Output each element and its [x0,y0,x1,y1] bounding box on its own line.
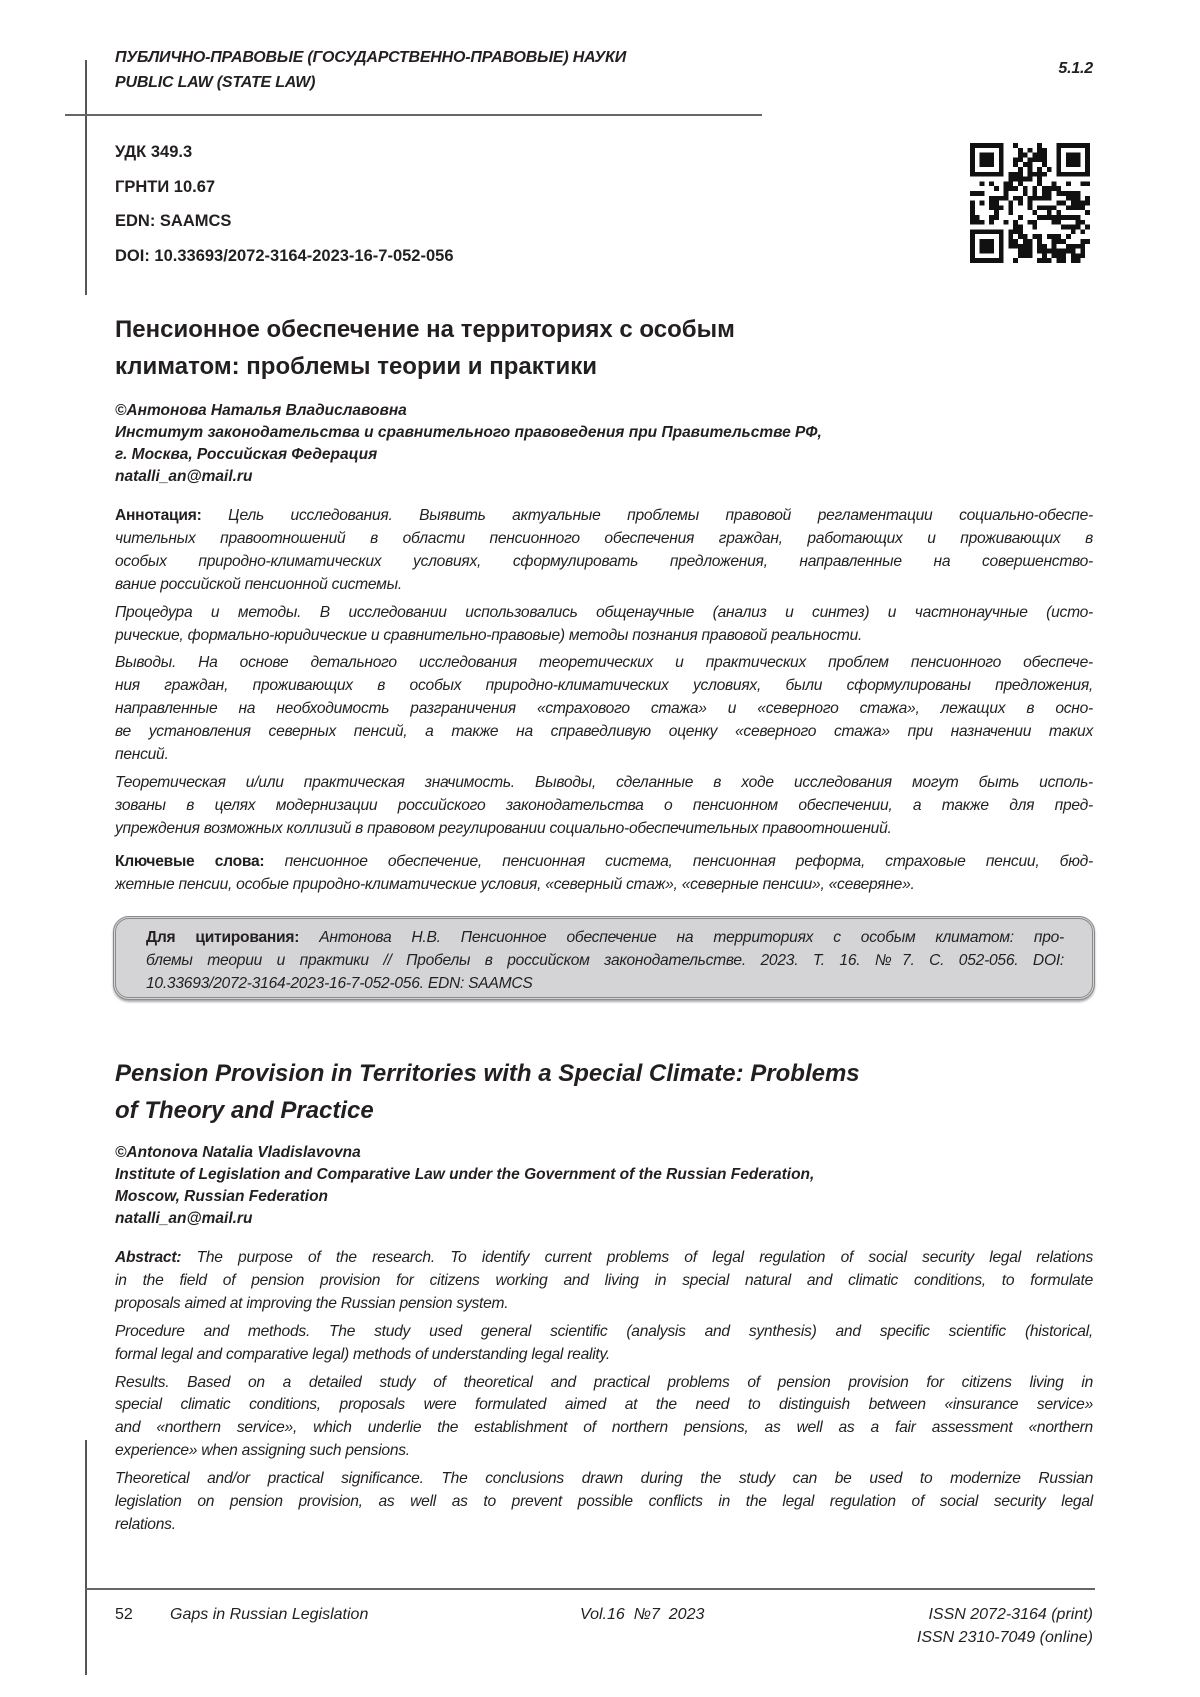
grnti: ГРНТИ 10.67 [115,178,216,196]
annotation-purpose: Аннотация: Цель исследования. Выявить актуальные проблемы правовой регламентации социально-обеспе- чительных правоотношений в области пенсионного обеспечения граждан, работающих и проживающих в особых природно-климатических условиях, сформулировать предложения, направленные на совершенство- вание российской пенсионной системы. [115,507,1093,593]
article-title-en [115,1055,860,1129]
author-block-en [115,1142,814,1230]
udk: УДК 349.3 [115,143,193,161]
article-title-ru [115,311,915,385]
author-name: ©Антонова Наталья Владиславовна [115,402,407,419]
author-block-ru [115,400,822,488]
abstract-results: Results. Based on a detailed study of theoretical and practical problems of pension provision for citizens living in special climatic conditions, proposals were formulated aimed at the need to distinguish between «insurance service» and «northern service», which underlie the establishment of northern pensions, as well as a fair assessment «northern experience» when assigning such pensions. [115,1373,1093,1460]
abstract-methods: Procedure and methods. The study used general scientific (analysis and synthesis) and specific scientific (historical, formal legal and comparative legal) methods of understanding legal reality. [115,1322,1093,1363]
abstract-purpose: Abstract: The purpose of the research. To identify current problems of legal regulation of social security legal relations in the field of pension provision for citizens working and living in special natural and climatic conditions, to formulate proposals aimed at improving the Russian pension system. [115,1249,1093,1312]
annotation-label: Аннотация: [115,507,202,524]
header-horizontal-rule [65,114,762,116]
issn-print: ISSN 2072-3164 (print) [928,1606,1093,1623]
annotation-methods: Процедура и методы. В исследовании использовались общенаучные (анализ и синтез) и частнонаучные (исто- рические, формально-юридические и сравнительно-правовые) методы познания правовой реальности. [115,603,1093,644]
title-line: Pension Provision in Territories with a Special Climate: Problems [115,1060,860,1087]
journal-name: Gaps in Russian Legislation [170,1606,369,1623]
issue-info: Vol.16 №7 2023 [580,1606,705,1623]
page-number: 52 [115,1606,133,1623]
qr-code-icon [970,143,1090,263]
abstract-en [115,1247,1093,1537]
abstract-significance: Theoretical and/or practical significance. The conclusions drawn during the study can be used to modernize Russian legislation on pension provision, as well as to prevent possible conflicts in the legal regulation of social security legal relations. [115,1470,1093,1533]
annotation-results: Выводы. На основе детального исследования теоретических и практических проблем пенсионного обеспече- ния граждан, проживающих в особых природно-климатических условиях, были сформулированы предложения, направленные на необходимость разграничения «страхового стажа» и «северного стажа», лежащих в осно- ве установления северных пенсий, а также на справедливую оценку «северного стажа» при назначении таких пенсий. [115,654,1093,764]
title-line: климатом: проблемы теории и практики [115,353,598,380]
keywords-ru: Ключевые слова: пенсионное обеспечение, пенсионная система, пенсионная реформа, страховые пенсии, бюд- жетные пенсии, особые природно-климатические условия, «северный стаж», «северные пенсии», «северяне». [115,852,1093,893]
header-vertical-rule [85,60,87,295]
annotation-significance: Теоретическая и/или практическая значимость. Выводы, сделанные в ходе исследования могут быть исполь- зованы в целях модернизации российского законодательства о пенсионном обеспечении, а также для пред- упреждения возможных коллизий в правовом регулировании социально-обеспечительных правоотношений. [115,773,1093,837]
footer-vertical-rule [85,1440,87,1675]
title-line: Пенсионное обеспечение на территориях с особым [115,316,735,343]
section-title-ru: ПУБЛИЧНО-ПРАВОВЫЕ (ГОСУДАРСТВЕННО-ПРАВОВЫЕ) НАУКИ [115,49,626,66]
author-email[interactable]: natalli_an@mail.ru [115,1210,253,1227]
abstract-label: Abstract: [115,1249,182,1266]
section-title-en: PUBLIC LAW (STATE LAW) [115,74,316,91]
keywords-label: Ключевые слова: [115,852,265,870]
citation-label: Для цитирования: [146,929,300,946]
footer-horizontal-rule [85,1588,1095,1590]
annotation-ru [115,505,1093,897]
edn: EDN: SAAMCS [115,212,232,230]
doi: DOI: 10.33693/2072-3164-2023-16-7-052-056 [115,247,454,265]
citation-box: Для цитирования: Антонова Н.В. Пенсионное обеспечение на территориях с особым климатом: про- блемы теории и практики // Пробелы в российском законодательстве. 2023. Т. 16. №7. С. 052-056. DOI: 10.33693/2072-3164-2023-16-7-052-056. EDN: SAAMCS [113,916,1095,1000]
author-name: ©Antonova Natalia Vladislavovna [115,1144,361,1161]
specialty-code: 5.1.2 [1058,60,1093,77]
affiliation-line: Moscow, Russian Federation [115,1188,329,1205]
affiliation-line: Institute of Legislation and Comparative Law under the Government of the Russian Federation, [115,1166,815,1183]
author-email[interactable]: natalli_an@mail.ru [115,468,253,485]
affiliation-line: Институт законодательства и сравнительного правоведения при Правительстве РФ, [115,424,822,441]
issn-online: ISSN 2310-7049 (online) [916,1629,1093,1646]
affiliation-line: г. Москва, Российская Федерация [115,446,378,463]
title-line: of Theory and Practice [115,1097,374,1124]
